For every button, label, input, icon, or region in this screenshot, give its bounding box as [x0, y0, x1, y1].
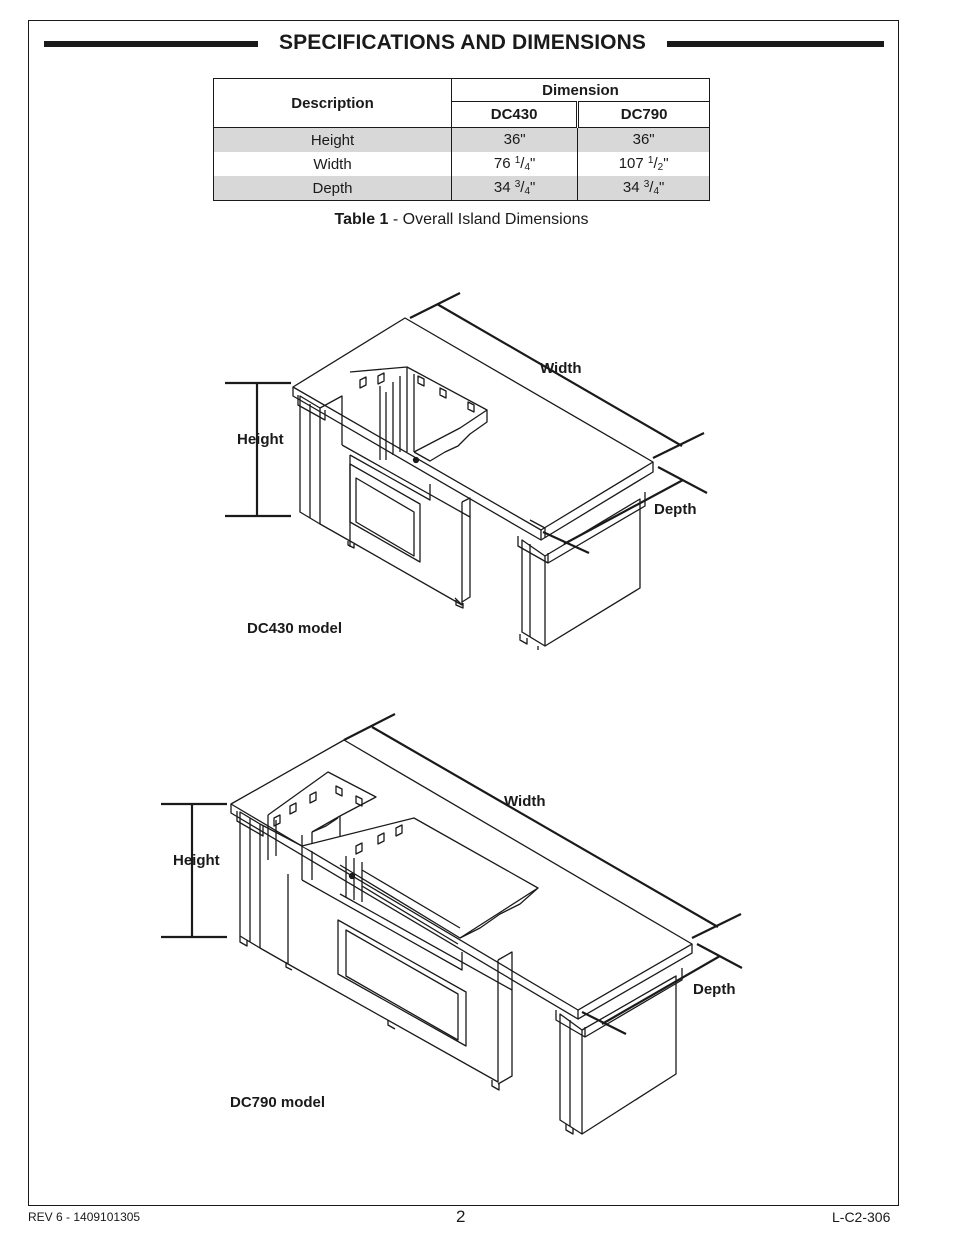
dc430-model-label: DC430 model — [247, 620, 343, 637]
dc790-height-label: Height — [173, 852, 220, 869]
row-label: Width — [214, 152, 452, 176]
dc790-island-drawing — [231, 740, 692, 1134]
cell-dc430: 36" — [452, 128, 578, 153]
dc790-depth-label: Depth — [693, 981, 736, 998]
dc430-island-drawing — [293, 318, 653, 650]
dc430-width-label: Width — [540, 360, 582, 377]
column-header-description: Description — [214, 79, 452, 128]
page-title: SPECIFICATIONS AND DIMENSIONS — [279, 31, 646, 54]
revision-code: REV 6 - 1409101305 — [28, 1210, 141, 1224]
cell-dc430: 76 $^1/_4$" — [493, 155, 536, 173]
cell-dc430: 34 $^3/_4$" — [452, 176, 578, 201]
cell-dc790: 107 $^1/_2$" — [578, 152, 710, 176]
row-label: Depth — [214, 176, 452, 201]
row-label: Height — [214, 128, 452, 153]
dc790-width-label: Width — [504, 793, 546, 810]
dc430-height-label: Height — [237, 431, 284, 448]
page-number: 2 — [456, 1207, 466, 1226]
dc790-model-label: DC790 model — [230, 1094, 326, 1111]
column-header-dimension: Dimension — [452, 79, 710, 102]
document-code: L-C2-306 — [832, 1209, 891, 1225]
cell-dc790: 36" — [578, 128, 710, 153]
table-caption: Table 1 - Overall Island Dimensions — [334, 211, 589, 228]
column-header-dc430: DC430 — [452, 102, 578, 128]
column-header-dc790: DC790 — [578, 102, 710, 128]
cell-dc790: 34 $^3/_4$" — [578, 176, 710, 201]
dc430-depth-label: Depth — [654, 501, 697, 518]
